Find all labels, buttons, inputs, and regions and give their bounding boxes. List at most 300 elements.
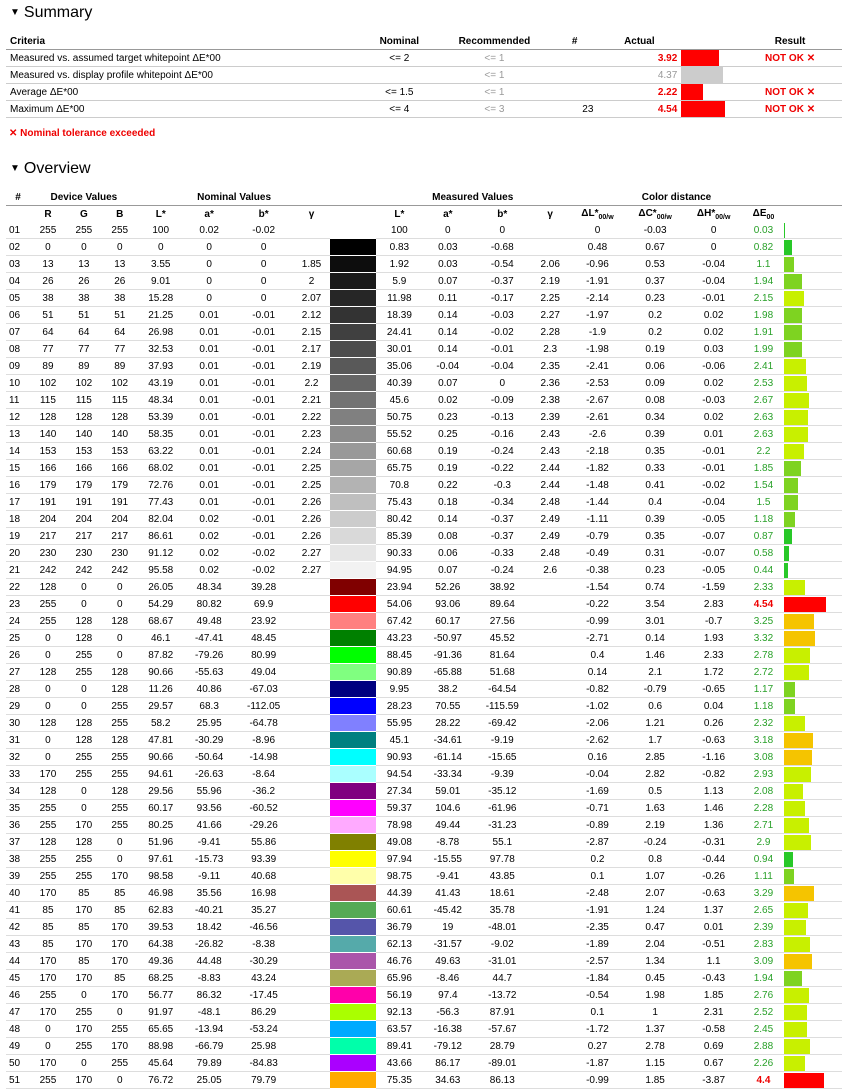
color-swatch-cell <box>330 1072 376 1089</box>
device-g: 0 <box>66 579 102 596</box>
device-b: 89 <box>102 358 138 375</box>
device-r: 166 <box>30 460 66 477</box>
measured-a: 0.02 <box>422 392 473 409</box>
nominal-l: 26.05 <box>138 579 184 596</box>
group-device-values: Device Values <box>30 189 138 206</box>
device-b: 255 <box>102 1055 138 1072</box>
delta-e-value: 2.63 <box>743 426 784 443</box>
nominal-gamma <box>293 222 331 239</box>
patch-row <box>6 579 842 596</box>
patch-number: 03 <box>6 256 30 273</box>
nominal-gamma <box>293 664 331 681</box>
delta-e-bar <box>784 325 802 340</box>
measured-l: 46.76 <box>376 953 422 970</box>
criteria-cell: Average ΔE*00 <box>6 84 362 101</box>
nominal-a: -30.29 <box>184 732 235 749</box>
delta-e-bar <box>784 699 795 714</box>
measured-l: 60.61 <box>376 902 422 919</box>
delta-e-bar-cell <box>784 545 842 562</box>
device-g: 166 <box>66 460 102 477</box>
patch-number: 22 <box>6 579 30 596</box>
delta-e-bar <box>784 1005 807 1020</box>
nominal-l: 39.53 <box>138 919 184 936</box>
patch-row <box>6 1038 842 1055</box>
color-swatch <box>330 919 376 936</box>
patch-number: 31 <box>6 732 30 749</box>
group-color-distance: Color distance <box>569 189 784 206</box>
delta-h: -0.01 <box>684 460 743 477</box>
delta-e-value: 3.25 <box>743 613 784 630</box>
delta-c: -0.24 <box>626 834 685 851</box>
patch-number: 36 <box>6 817 30 834</box>
patch-row <box>6 273 842 290</box>
delta-e-bar <box>784 665 809 680</box>
nominal-gamma <box>293 1038 331 1055</box>
delta-l: -2.41 <box>569 358 626 375</box>
color-swatch-cell <box>330 970 376 987</box>
device-b: 128 <box>102 681 138 698</box>
delta-e-value: 1.91 <box>743 324 784 341</box>
color-swatch-cell <box>330 749 376 766</box>
delta-e-value: 2.28 <box>743 800 784 817</box>
delta-e-bar <box>784 257 794 272</box>
device-g: 128 <box>66 715 102 732</box>
patch-number: 05 <box>6 290 30 307</box>
delta-h: -0.63 <box>684 732 743 749</box>
device-g: 0 <box>66 800 102 817</box>
criteria-cell: Maximum ΔE*00 <box>6 101 362 118</box>
patch-row <box>6 443 842 460</box>
nominal-gamma <box>293 1072 331 1089</box>
measured-a: 0.14 <box>422 341 473 358</box>
measured-b: 0 <box>473 222 531 239</box>
delta-e-bar-cell <box>784 749 842 766</box>
measured-a: -91.36 <box>422 647 473 664</box>
delta-l: 0.1 <box>569 868 626 885</box>
delta-e-bar-cell <box>784 511 842 528</box>
color-swatch-cell <box>330 732 376 749</box>
device-r: 255 <box>30 851 66 868</box>
measured-gamma <box>531 851 569 868</box>
color-swatch-cell <box>330 426 376 443</box>
nominal-gamma: 2.07 <box>293 290 331 307</box>
col-dh: $\Delta H*_{00/w}$ <box>696 207 731 221</box>
nominal-b: 0 <box>235 256 293 273</box>
measured-l: 85.39 <box>376 528 422 545</box>
measured-a: 0.03 <box>422 239 473 256</box>
measured-b: -115.59 <box>473 698 531 715</box>
device-b: 170 <box>102 1038 138 1055</box>
delta-e-bar-cell <box>784 1055 842 1072</box>
delta-e-bar <box>784 954 812 969</box>
color-swatch-cell <box>330 341 376 358</box>
result-cell: NOT OK ✕ <box>738 84 842 101</box>
delta-h: -0.7 <box>684 613 743 630</box>
device-b: 85 <box>102 902 138 919</box>
measured-a: -0.04 <box>422 358 473 375</box>
nominal-a: 0 <box>184 273 235 290</box>
measured-b: -0.09 <box>473 392 531 409</box>
patch-row <box>6 953 842 970</box>
delta-e-bar-cell <box>784 426 842 443</box>
device-r: 170 <box>30 1004 66 1021</box>
device-g: 255 <box>66 851 102 868</box>
nominal-b: -0.01 <box>235 307 293 324</box>
device-g: 38 <box>66 290 102 307</box>
patch-row <box>6 1021 842 1038</box>
delta-e-bar-cell <box>784 732 842 749</box>
color-swatch-cell <box>330 579 376 596</box>
delta-c: 1.63 <box>626 800 685 817</box>
nominal-a: 48.34 <box>184 579 235 596</box>
device-r: 128 <box>30 834 66 851</box>
delta-e-bar-cell <box>784 392 842 409</box>
delta-e-bar <box>784 852 793 867</box>
delta-h: 1.37 <box>684 902 743 919</box>
nominal-a: -26.82 <box>184 936 235 953</box>
measured-a: -61.14 <box>422 749 473 766</box>
nominal-l: 60.17 <box>138 800 184 817</box>
delta-e-bar-cell <box>784 1021 842 1038</box>
measured-a: -31.57 <box>422 936 473 953</box>
measured-b: -9.19 <box>473 732 531 749</box>
nominal-gamma: 2.23 <box>293 426 331 443</box>
nominal-gamma <box>293 834 331 851</box>
device-b: 0 <box>102 851 138 868</box>
patch-row <box>6 902 842 919</box>
color-swatch <box>330 885 376 902</box>
nominal-gamma: 2.2 <box>293 375 331 392</box>
nominal-cell: <= 1.5 <box>362 84 437 101</box>
delta-e-bar <box>784 1073 824 1088</box>
color-swatch <box>330 664 376 681</box>
patch-number: 10 <box>6 375 30 392</box>
color-swatch <box>330 392 376 409</box>
actual-bar-cell <box>681 67 738 84</box>
color-swatch-cell <box>330 256 376 273</box>
delta-h: 0.02 <box>684 324 743 341</box>
nominal-a: 0.01 <box>184 426 235 443</box>
overview-heading[interactable] <box>10 160 91 178</box>
measured-l: 90.93 <box>376 749 422 766</box>
measured-l: 55.52 <box>376 426 422 443</box>
col-meas-b: b* <box>497 208 508 220</box>
nominal-b: -60.52 <box>235 800 293 817</box>
collapse-triangle-icon[interactable]: ▼ <box>10 163 20 174</box>
nominal-b: 0 <box>235 239 293 256</box>
device-b: 0 <box>102 1004 138 1021</box>
nominal-l: 46.98 <box>138 885 184 902</box>
patch-row <box>6 851 842 868</box>
nominal-gamma <box>293 239 331 256</box>
delta-l: -1.11 <box>569 511 626 528</box>
device-r: 0 <box>30 732 66 749</box>
nominal-l: 15.28 <box>138 290 184 307</box>
measured-a: 104.6 <box>422 800 473 817</box>
delta-c: 0.33 <box>626 460 685 477</box>
overview-title: Overview <box>23 160 91 177</box>
color-swatch <box>330 273 376 290</box>
measured-a: 0.11 <box>422 290 473 307</box>
delta-e-bar <box>784 818 809 833</box>
delta-e-bar <box>784 512 795 527</box>
patch-number: 01 <box>6 222 30 239</box>
color-swatch <box>330 290 376 307</box>
delta-c: 0.2 <box>626 324 685 341</box>
nominal-a: 93.56 <box>184 800 235 817</box>
nominal-gamma <box>293 749 331 766</box>
delta-e-bar-cell <box>784 664 842 681</box>
measured-b: -0.24 <box>473 562 531 579</box>
delta-e-value: 4.4 <box>743 1072 784 1089</box>
delta-e-value: 0.94 <box>743 851 784 868</box>
patch-number: 02 <box>6 239 30 256</box>
nominal-a: 68.3 <box>184 698 235 715</box>
measured-gamma: 2.06 <box>531 256 569 273</box>
device-g: 128 <box>66 834 102 851</box>
color-swatch-cell <box>330 800 376 817</box>
device-b: 38 <box>102 290 138 307</box>
delta-e-bar-cell <box>784 715 842 732</box>
patch-row <box>6 358 842 375</box>
measured-a: 0.07 <box>422 562 473 579</box>
measured-a: 19 <box>422 919 473 936</box>
color-swatch-cell <box>330 817 376 834</box>
device-g: 170 <box>66 1021 102 1038</box>
color-swatch-cell <box>330 613 376 630</box>
measured-gamma <box>531 613 569 630</box>
measured-b: -64.54 <box>473 681 531 698</box>
delta-e-bar <box>784 359 806 374</box>
delta-c: 0.41 <box>626 477 685 494</box>
patch-number: 19 <box>6 528 30 545</box>
measured-b: 27.56 <box>473 613 531 630</box>
delta-l: -0.49 <box>569 545 626 562</box>
patch-row <box>6 732 842 749</box>
patch-number: 46 <box>6 987 30 1004</box>
measured-gamma: 2.27 <box>531 307 569 324</box>
color-swatch-cell <box>330 647 376 664</box>
device-r: 0 <box>30 1021 66 1038</box>
device-b: 13 <box>102 256 138 273</box>
nominal-l: 63.22 <box>138 443 184 460</box>
delta-e-bar <box>784 410 808 425</box>
measured-b: -0.34 <box>473 494 531 511</box>
patch-number: 06 <box>6 307 30 324</box>
device-b: 255 <box>102 222 138 239</box>
col-actual: Actual <box>597 33 681 50</box>
collapse-triangle-icon[interactable]: ▼ <box>10 7 20 18</box>
device-b: 128 <box>102 783 138 800</box>
delta-c: 2.1 <box>626 664 685 681</box>
nominal-a: 0.01 <box>184 477 235 494</box>
nominal-b: -8.96 <box>235 732 293 749</box>
nominal-gamma <box>293 817 331 834</box>
delta-e-value: 2.39 <box>743 919 784 936</box>
measured-l: 75.35 <box>376 1072 422 1089</box>
measured-b: -48.01 <box>473 919 531 936</box>
device-r: 64 <box>30 324 66 341</box>
device-b: 128 <box>102 409 138 426</box>
measured-a: -33.34 <box>422 766 473 783</box>
measured-b: 87.91 <box>473 1004 531 1021</box>
measured-gamma <box>531 800 569 817</box>
patch-number: 04 <box>6 273 30 290</box>
delta-e-bar <box>784 682 795 697</box>
nominal-a: -66.79 <box>184 1038 235 1055</box>
device-b: 26 <box>102 273 138 290</box>
delta-e-value: 2.32 <box>743 715 784 732</box>
delta-h: -0.04 <box>684 273 743 290</box>
color-swatch-cell <box>330 885 376 902</box>
delta-e-bar <box>784 580 805 595</box>
measured-l: 88.45 <box>376 647 422 664</box>
delta-e-bar <box>784 274 802 289</box>
measured-l: 80.42 <box>376 511 422 528</box>
delta-e-bar-cell <box>784 477 842 494</box>
group-measured-values: Measured Values <box>376 189 569 206</box>
color-swatch-cell <box>330 953 376 970</box>
measured-b: -0.17 <box>473 290 531 307</box>
delta-e-value: 0.87 <box>743 528 784 545</box>
patch-row <box>6 256 842 273</box>
measured-gamma <box>531 919 569 936</box>
summary-heading[interactable] <box>10 4 92 22</box>
nominal-a: 49.48 <box>184 613 235 630</box>
nominal-b: 69.9 <box>235 596 293 613</box>
nominal-a: -8.83 <box>184 970 235 987</box>
measured-gamma <box>531 1072 569 1089</box>
measured-b: -9.02 <box>473 936 531 953</box>
nominal-b: 86.29 <box>235 1004 293 1021</box>
color-swatch <box>330 477 376 494</box>
patch-row <box>6 613 842 630</box>
measured-a: -79.12 <box>422 1038 473 1055</box>
nominal-l: 77.43 <box>138 494 184 511</box>
patch-number: 28 <box>6 681 30 698</box>
delta-e-value: 0.82 <box>743 239 784 256</box>
nominal-a: -26.63 <box>184 766 235 783</box>
color-swatch <box>330 647 376 664</box>
delta-e-bar <box>784 223 785 238</box>
measured-a: 0.25 <box>422 426 473 443</box>
device-r: 26 <box>30 273 66 290</box>
delta-h: 1.85 <box>684 987 743 1004</box>
patch-row <box>6 511 842 528</box>
color-swatch <box>330 1055 376 1072</box>
device-g: 255 <box>66 664 102 681</box>
col-swatch <box>330 206 376 223</box>
nominal-a: 80.82 <box>184 596 235 613</box>
nominal-gamma <box>293 970 331 987</box>
nominal-l: 21.25 <box>138 307 184 324</box>
patch-row <box>6 375 842 392</box>
patch-row <box>6 783 842 800</box>
nominal-b: 16.98 <box>235 885 293 902</box>
device-r: 85 <box>30 919 66 936</box>
measured-gamma: 2.49 <box>531 511 569 528</box>
nominal-b: -8.38 <box>235 936 293 953</box>
color-swatch-cell <box>330 1021 376 1038</box>
delta-h: -0.05 <box>684 511 743 528</box>
delta-l: -0.96 <box>569 256 626 273</box>
color-swatch-cell <box>330 783 376 800</box>
measured-l: 23.94 <box>376 579 422 596</box>
device-r: 128 <box>30 409 66 426</box>
device-b: 179 <box>102 477 138 494</box>
delta-e-bar-cell <box>784 766 842 783</box>
delta-h: 1.13 <box>684 783 743 800</box>
device-b: 170 <box>102 868 138 885</box>
nominal-a: 0.01 <box>184 443 235 460</box>
device-g: 170 <box>66 902 102 919</box>
delta-h: -0.26 <box>684 868 743 885</box>
color-swatch-cell <box>330 1055 376 1072</box>
patch-row <box>6 528 842 545</box>
device-b: 64 <box>102 324 138 341</box>
delta-e-bar-cell <box>784 579 842 596</box>
nominal-b: 23.92 <box>235 613 293 630</box>
nominal-b: -0.01 <box>235 341 293 358</box>
color-swatch <box>330 460 376 477</box>
delta-h: -0.06 <box>684 358 743 375</box>
device-r: 51 <box>30 307 66 324</box>
measured-a: 0 <box>422 222 473 239</box>
measured-a: -8.46 <box>422 970 473 987</box>
delta-c: 0.14 <box>626 630 685 647</box>
patch-row <box>6 307 842 324</box>
device-b: 0 <box>102 834 138 851</box>
measured-l: 65.75 <box>376 460 422 477</box>
device-r: 128 <box>30 715 66 732</box>
delta-h: -0.05 <box>684 562 743 579</box>
color-swatch <box>330 596 376 613</box>
device-b: 0 <box>102 1072 138 1089</box>
device-r: 179 <box>30 477 66 494</box>
measured-l: 78.98 <box>376 817 422 834</box>
measured-l: 49.08 <box>376 834 422 851</box>
measured-l: 100 <box>376 222 422 239</box>
nominal-a: 0 <box>184 290 235 307</box>
delta-l: -2.67 <box>569 392 626 409</box>
delta-e-value: 3.08 <box>743 749 784 766</box>
device-r: 0 <box>30 698 66 715</box>
nominal-gamma: 2.17 <box>293 341 331 358</box>
measured-l: 70.8 <box>376 477 422 494</box>
color-swatch <box>330 409 376 426</box>
nominal-l: 100 <box>138 222 184 239</box>
col-bar <box>681 33 738 50</box>
device-g: 140 <box>66 426 102 443</box>
device-g: 179 <box>66 477 102 494</box>
measured-b: -0.03 <box>473 307 531 324</box>
delta-c: 2.82 <box>626 766 685 783</box>
delta-h: -0.07 <box>684 528 743 545</box>
nominal-l: 58.35 <box>138 426 184 443</box>
nominal-l: 0 <box>138 239 184 256</box>
nominal-gamma: 2.21 <box>293 392 331 409</box>
device-r: 255 <box>30 222 66 239</box>
color-swatch <box>330 936 376 953</box>
delta-h: -0.51 <box>684 936 743 953</box>
color-swatch <box>330 715 376 732</box>
measured-l: 43.66 <box>376 1055 422 1072</box>
delta-e-bar-cell <box>784 987 842 1004</box>
measured-a: 0.14 <box>422 511 473 528</box>
nominal-gamma <box>293 732 331 749</box>
nominal-b: -0.01 <box>235 511 293 528</box>
delta-h: -0.82 <box>684 766 743 783</box>
